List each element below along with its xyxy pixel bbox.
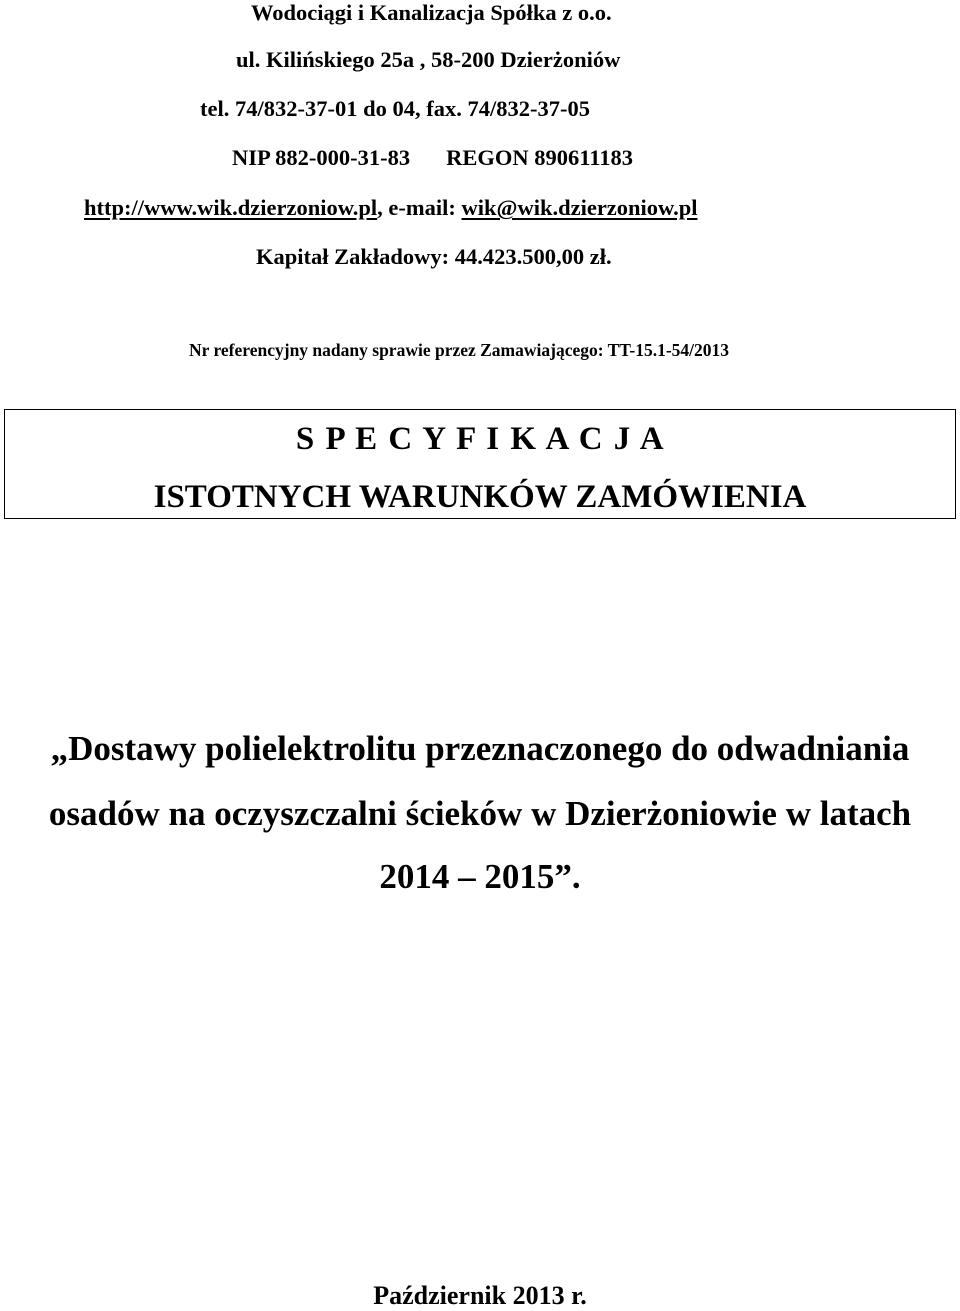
company-phone-fax: tel. 74/832-37-01 do 04, fax. 74/832-37-05 [200, 96, 590, 121]
title-line-2: osadów na oczyszczalni ścieków w Dzierżoniowie w latach [48, 794, 912, 833]
title-line-1: „Dostawy polielektrolitu przeznaczonego do odwadniania [50, 729, 910, 768]
company-address: ul. Kilińskiego 25a , 58-200 Dzierżoniów [236, 47, 621, 72]
company-name: Wodociągi i Kanalizacja Spółka z o.o. [251, 0, 612, 25]
spec-title-box [4, 409, 956, 519]
company-registration [232, 145, 633, 171]
email-link[interactable]: wik@wik.dzierzoniow.pl [461, 195, 698, 220]
reference-number: Nr referencyjny nadany sprawie przez Zamawiającego: TT-15.1-54/2013 [189, 340, 730, 360]
comma-separator: , [377, 195, 389, 220]
email-label: e-mail: [388, 195, 456, 220]
nip-number: NIP 882-000-31-83 [232, 145, 411, 170]
document-date: Październik 2013 r. [373, 1281, 587, 1310]
share-capital: Kapitał Zakładowy: 44.423.500,00 zł. [256, 244, 612, 269]
title-line-3: 2014 – 2015”. [379, 857, 581, 896]
regon-number: REGON 890611183 [446, 145, 634, 170]
spec-title-line-1: S P E C Y F I K A C J A [295, 421, 665, 457]
website-link[interactable]: http://www.wik.dzierzoniow.pl [84, 195, 378, 220]
spec-title-line-2: ISTOTNYCH WARUNKÓW ZAMÓWIENIA [153, 479, 807, 515]
company-contact [84, 195, 697, 221]
